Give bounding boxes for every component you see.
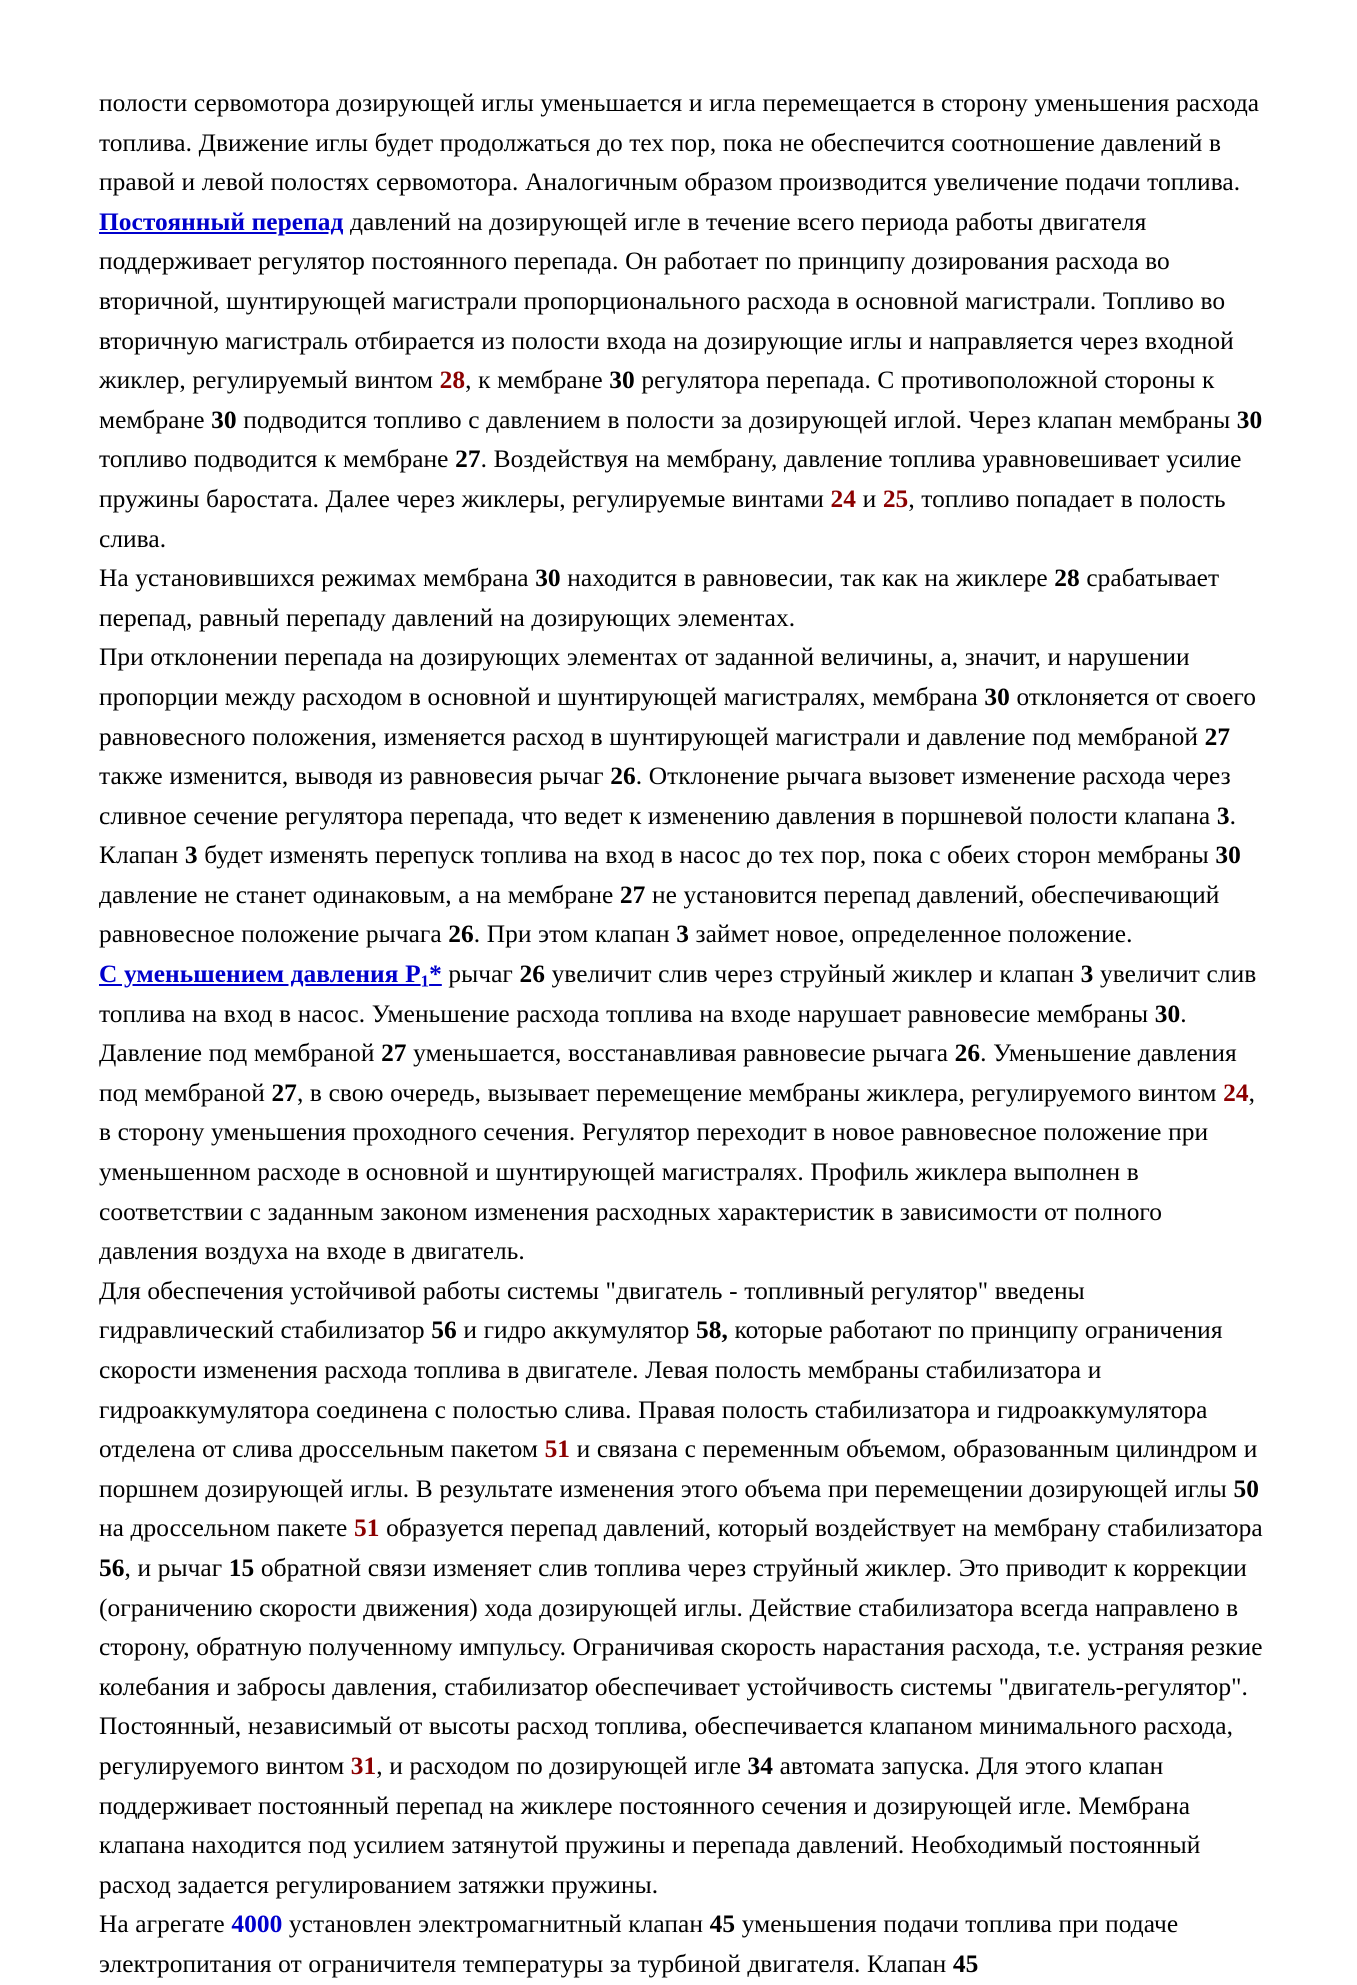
body-text-run: На установившихся режимах мембрана: [99, 564, 536, 593]
part-number-reference: 56: [431, 1316, 457, 1345]
body-text-run: не установится перепад давлений, обеспечивающий равновесное положение рычага: [99, 880, 1220, 949]
part-number-reference: 34: [747, 1751, 774, 1780]
body-text-run: будет изменять перепуск топлива на вход в насос до тех пор, пока с обеих сторон мембраны: [197, 841, 1216, 870]
part-number-reference-red: 51: [353, 1514, 380, 1543]
body-text-run: На агрегате: [99, 1910, 232, 1939]
part-number-reference: 27: [1204, 722, 1231, 751]
section-heading-link[interactable]: Постоянный перепад: [99, 207, 344, 236]
part-number-reference: 26: [954, 1039, 981, 1068]
paragraph: [99, 203, 1265, 559]
document-text-body: [99, 84, 1265, 1985]
body-text-run: , и расходом по дозирующей игле: [376, 1751, 748, 1780]
body-text-run: . Давление под мембраной: [99, 999, 1187, 1068]
body-text-run: , к мембране: [465, 366, 610, 395]
paragraph: [99, 84, 1265, 203]
part-number-reference: 27: [381, 1039, 407, 1068]
part-number-reference: 30: [1236, 405, 1263, 434]
part-number-reference: 30: [211, 405, 237, 434]
part-number-reference: 26: [610, 762, 636, 791]
part-number-reference: 45: [952, 1949, 979, 1978]
part-number-reference: 3: [184, 841, 198, 870]
part-number-reference: 50: [1233, 1474, 1259, 1503]
body-text-run: обратной связи изменяет слив топлива через струйный жиклер. Это приводит к коррекции (ограничению скорости движения) хода дозирующей иглы. Действие стабилизатора всегда направлено в сторону, обратную полученному импульсу. Ограничивая скорость нарастания расхода, т.е. устраняя резкие колебания и забросы давления, стабилизатор обеспечивает устойчивость системы "двигатель-регулятор".: [99, 1553, 1263, 1701]
part-number-reference: 27: [271, 1078, 297, 1107]
body-text-run: увеличит слив через струйный жиклер и клапан: [544, 960, 1081, 989]
body-text-run: установлен электромагнитный клапан: [282, 1910, 710, 1939]
part-number-reference: 3: [1080, 960, 1094, 989]
body-text-run: . Отклонение рычага вызовет изменение расхода через сливное сечение регулятора перепада, что ведет к изменению давления в поршневой полости клапана: [99, 762, 1231, 830]
body-text-run: срабатывает перепад, равный перепаду давлений на дозирующих элементах.: [99, 564, 1220, 632]
part-number-reference-red: 31: [350, 1751, 377, 1780]
body-text-run: и: [855, 484, 883, 513]
part-number-reference: 15: [228, 1553, 255, 1582]
part-number-reference: 26: [519, 960, 545, 989]
part-number-reference: 30: [535, 564, 561, 593]
paragraph: [99, 559, 1265, 638]
body-text-run: образуется перепад давлений, который воздействует на мембрану стабилизатора: [379, 1514, 1263, 1543]
body-text-run: отклоняется от своего равновесного положения, изменяется расход в шунтирующей магистрали и давление под мембраной: [99, 682, 1256, 751]
part-number-reference-red: 25: [882, 484, 909, 513]
paragraph: [99, 638, 1265, 955]
part-number-reference: 30: [1154, 999, 1181, 1028]
body-text-run: . Клапан: [99, 801, 1236, 870]
body-text-run: уменьшается, восстанавливая равновесие рычага: [406, 1039, 955, 1068]
body-text-run: , в сторону уменьшения проходного сечения. Регулятор переходит в новое равновесное положение при уменьшенном расходе в основной и шунтирующей магистралях. Профиль жиклера выполнен в соответствии с заданным законом изменения расходных характеристик в зависимости от полного давления воздуха на входе в двигатель.: [99, 1078, 1256, 1266]
body-text-run: также изменится, выводя из равновесия рычаг: [99, 762, 611, 791]
body-text-run: . При этом клапан: [473, 920, 677, 949]
body-text-run: . Уменьшение давления под мембраной: [99, 1039, 1237, 1107]
part-number-reference: 30: [984, 682, 1010, 711]
part-number-reference-red: 24: [830, 484, 856, 513]
body-text-run: автомата запуска. Для этого клапан поддерживает постоянный перепад на жиклере постоянного сечения и дозирующей игле. Мембрана клапана находится под усилием затянутой пружины и перепада давлений. Необходимый постоянный расход задается регулированием затяжки пружины.: [99, 1751, 1201, 1899]
part-number-reference: 3: [1216, 801, 1230, 830]
body-text-run: давление не станет одинаковым, а на мембране: [99, 880, 620, 909]
body-text-run: подводится топливо с давлением в полости за дозирующей иглой. Через клапан мембраны: [236, 405, 1237, 434]
part-number-reference: 58,: [695, 1316, 728, 1345]
part-number-reference: 56: [99, 1553, 125, 1582]
body-text-run: топливо подводится к мембране: [99, 445, 456, 474]
part-number-reference-blue: 4000: [231, 1910, 283, 1939]
body-text-run: и гидро аккумулятор: [456, 1316, 696, 1345]
body-text-run: находится в равновесии, так как на жиклере: [560, 564, 1055, 593]
part-number-reference: 28: [1054, 564, 1080, 593]
part-number-reference: 45: [709, 1910, 736, 1939]
body-text-run: При отклонении перепада на дозирующих элементах от заданной величины, а, значит, и нарушении пропорции между расходом в основной и шунтирующей магистралях, мембрана: [99, 643, 1190, 711]
body-text-run: на дроссельном пакете: [99, 1514, 354, 1543]
superscript-star: *: [429, 960, 442, 989]
body-text-run: , в свою очередь, вызывает перемещение мембраны жиклера, регулируемого винтом: [296, 1078, 1224, 1107]
body-text-run: , топливо попадает в полость слива.: [99, 484, 1226, 553]
body-text-run: и связана с переменным объемом, образованным цилиндром и поршнем дозирующей иглы. В результате изменения этого объема при перемещении дозирующей иглы: [99, 1435, 1258, 1503]
body-text-run: . Воздействуя на мембрану, давление топлива уравновешивает усилие пружины баростата. Далее через жиклеры, регулируемые винтами: [99, 445, 1242, 513]
body-text-run: которые работают по принципу ограничения скорости изменения расхода топлива в двигателе. Левая полость мембраны стабилизатора и гидроаккумулятора соединена с полостью слива. Правая полость стабилизатора и гидроаккумулятора отделена от слива дроссельным пакетом: [99, 1316, 1223, 1464]
body-text-run: давлений на дозирующей игле в течение всего периода работы двигателя поддерживает регулятор постоянного перепада. Он работает по принципу дозирования расхода во вторичной, шунтирующей магистрали пропорционального расхода в основной магистрали. Топливо во вторичную магистраль отбирается из полости входа на дозирующие иглы и направляется через входной жиклер, регулируемый винтом: [99, 207, 1234, 395]
paragraph: [99, 1905, 1265, 1984]
part-number-reference-red: 51: [544, 1435, 571, 1464]
part-number-reference: 27: [619, 880, 646, 909]
body-text-run: займет новое, определенное положение.: [688, 920, 1133, 949]
body-text-run: увеличит слив топлива на вход в насос. Уменьшение расхода топлива на входе нарушает равновесие мембраны: [99, 960, 1257, 1028]
paragraph: [99, 955, 1265, 1272]
section-heading-link[interactable]: С уменьшением давления $P_1*$: [99, 960, 442, 991]
paragraph: [99, 1707, 1265, 1905]
body-text-run: рычаг: [441, 960, 520, 989]
body-text-run: Постоянный, независимый от высоты расход топлива, обеспечивается клапаном минимального расхода, регулируемого винтом: [99, 1712, 1234, 1780]
body-text-run: Для обеспечения устойчивой работы системы "двигатель - топливный регулятор" введены гидравлический стабилизатор: [99, 1276, 1085, 1345]
subscript: 1: [420, 971, 430, 991]
part-number-reference: 27: [455, 445, 481, 474]
body-text-run: полости сервомотора дозирующей иглы уменьшается и игла перемещается в сторону уменьшения расхода топлива. Движение иглы будет продолжаться до тех пор, пока не обеспечится соотношение давлений в правой и левой полостях сервомотора. Аналогичным образом производится увеличение подачи топлива.: [99, 89, 1260, 197]
part-number-reference: 30: [609, 366, 635, 395]
part-number-reference: 3: [676, 920, 689, 949]
body-text-run: , и рычаг: [124, 1553, 229, 1582]
body-text-run: регулятора перепада. С противоположной стороны к мембране: [99, 366, 1215, 434]
part-number-reference-red: 24: [1223, 1078, 1249, 1107]
part-number-reference-red: 28: [439, 366, 466, 395]
part-number-reference: 26: [448, 920, 474, 949]
body-text-run: уменьшения подачи топлива при подаче электропитания от ограничителя температуры за турбиной двигателя. Клапан: [99, 1910, 1179, 1978]
part-number-reference: 30: [1215, 841, 1241, 870]
paragraph: [99, 1272, 1265, 1708]
